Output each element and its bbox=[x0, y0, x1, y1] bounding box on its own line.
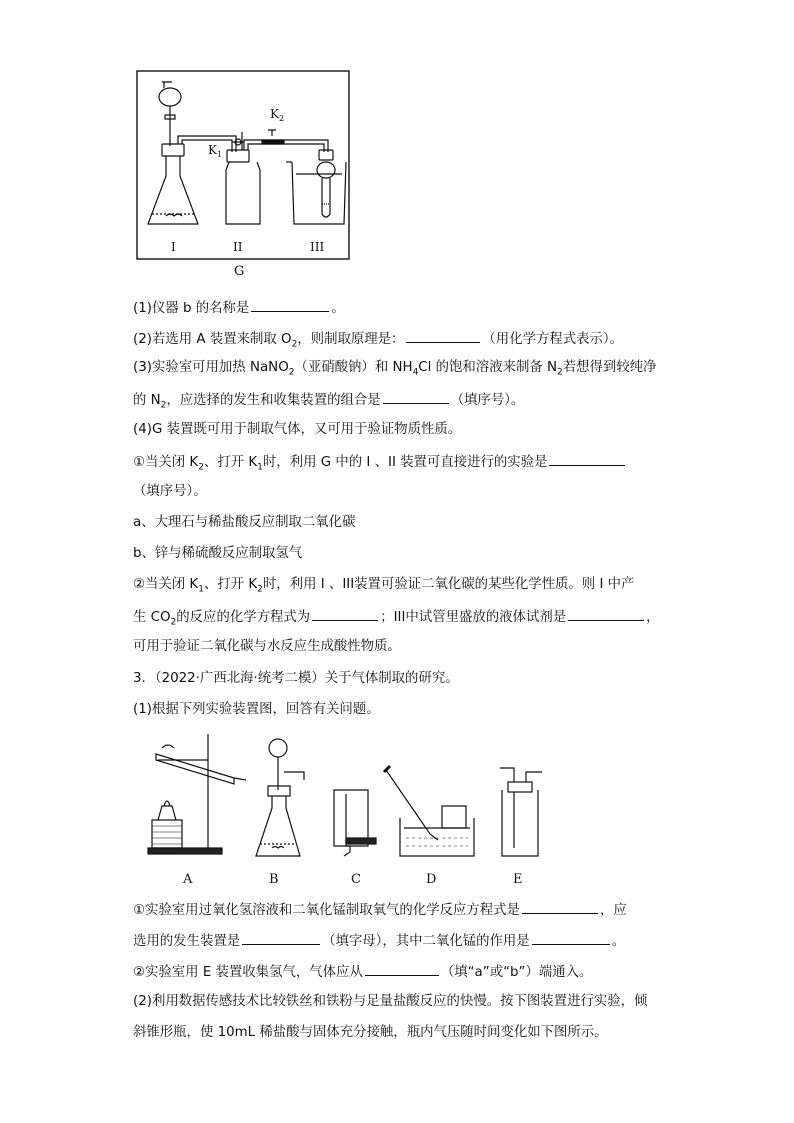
option-b: b、锌与稀硫酸反应制取氢气 bbox=[133, 546, 303, 561]
answer-blank[interactable] bbox=[406, 328, 480, 343]
label-d: D bbox=[426, 872, 437, 887]
label-k1: $K_1$ bbox=[208, 143, 223, 159]
question-4-1-cont: （填序号）。 bbox=[133, 484, 207, 499]
label-k2: $K_2$ bbox=[270, 107, 285, 123]
answer-blank[interactable] bbox=[522, 899, 598, 914]
answer-blank[interactable] bbox=[549, 451, 625, 466]
question-3-2-cont: 斜锥形瓶，使 10mL 稀盐酸与固体充分接触，瓶内气压随时间变化如下图所示。 bbox=[133, 1025, 608, 1040]
question-3-header: 3．（2022·广西北海·统考二模）关于气体制取的研究。 bbox=[133, 671, 459, 686]
label-roman-3: III bbox=[310, 240, 325, 254]
label-e: E bbox=[513, 872, 523, 887]
question-4-2: ②当关闭 $K_1$、打开 $K_2$时，利用 I 、III装置可验证二氧化碳的某些化学性质。则 I 中产 bbox=[133, 577, 635, 595]
label-c: C bbox=[351, 872, 361, 887]
label-roman-1: I bbox=[171, 240, 176, 254]
question-4-2-cont: 生 $CO_2$的反应的化学方程式为 ；III中试管里盛放的液体试剂是 ， bbox=[133, 606, 673, 628]
figure-g-caption: G bbox=[234, 264, 245, 279]
question-4-1: ①当关闭 $K_2$、打开 $K_1$时，利用 G 中的 I 、II 装置可直接进行的实验是 bbox=[133, 451, 673, 473]
question-3-1: (1)根据下列实验装置图，回答有关问题。 bbox=[133, 702, 380, 717]
question-3-1-a-cont: 选用的发生装置是 （填字母），其中二氧化锰的作用是 。 bbox=[133, 930, 673, 952]
question-3-2: (2)利用数据传感技术比较铁丝和铁粉与足量盐酸反应的快慢。按下图装置进行实验，倾 bbox=[133, 994, 648, 1009]
label-b: B bbox=[269, 872, 279, 887]
option-a: a、大理石与稀盐酸反应制取二氧化碳 bbox=[133, 515, 356, 530]
label-a: A bbox=[183, 872, 193, 887]
question-3-cont: 的 $N_2$，应选择的发生和收集装置的组合是 （填序号）。 bbox=[133, 389, 673, 411]
answer-blank[interactable] bbox=[251, 297, 329, 312]
question-4: (4)G 装置既可用于制取气体，又可用于验证物质性质。 bbox=[133, 422, 462, 437]
answer-blank[interactable] bbox=[312, 606, 378, 621]
label-roman-2: II bbox=[233, 240, 243, 254]
question-3-1-a: ①实验室用过氧化氢溶液和二氧化锰制取氧气的化学反应方程式是 ，应 bbox=[133, 899, 673, 921]
question-2: (2)若选用 A 装置来制取 $O_2$，则制取原理是： （用化学方程式表示）。 bbox=[133, 328, 673, 350]
question-3-1-b: ②实验室用 E 装置收集氢气，气体应从 （填“a”或“b”）端通入。 bbox=[133, 961, 673, 983]
question-1: (1)仪器 b 的名称是 。 bbox=[133, 297, 673, 319]
apparatus-figure-a-to-e bbox=[138, 728, 568, 868]
answer-blank[interactable] bbox=[532, 930, 610, 945]
apparatus-figure-g bbox=[136, 70, 356, 270]
answer-blank[interactable] bbox=[365, 961, 439, 976]
question-4-2-end: 可用于验证二氧化碳与水反应生成酸性物质。 bbox=[133, 639, 401, 654]
answer-blank[interactable] bbox=[242, 930, 320, 945]
question-3: (3)实验室可用加热 NaNO$_2$（亚硝酸钠）和 $NH_4Cl$ 的饱和溶液来制备 $N_2$若想得到较纯净 bbox=[133, 360, 657, 378]
answer-blank[interactable] bbox=[383, 389, 449, 404]
answer-blank[interactable] bbox=[568, 606, 644, 621]
